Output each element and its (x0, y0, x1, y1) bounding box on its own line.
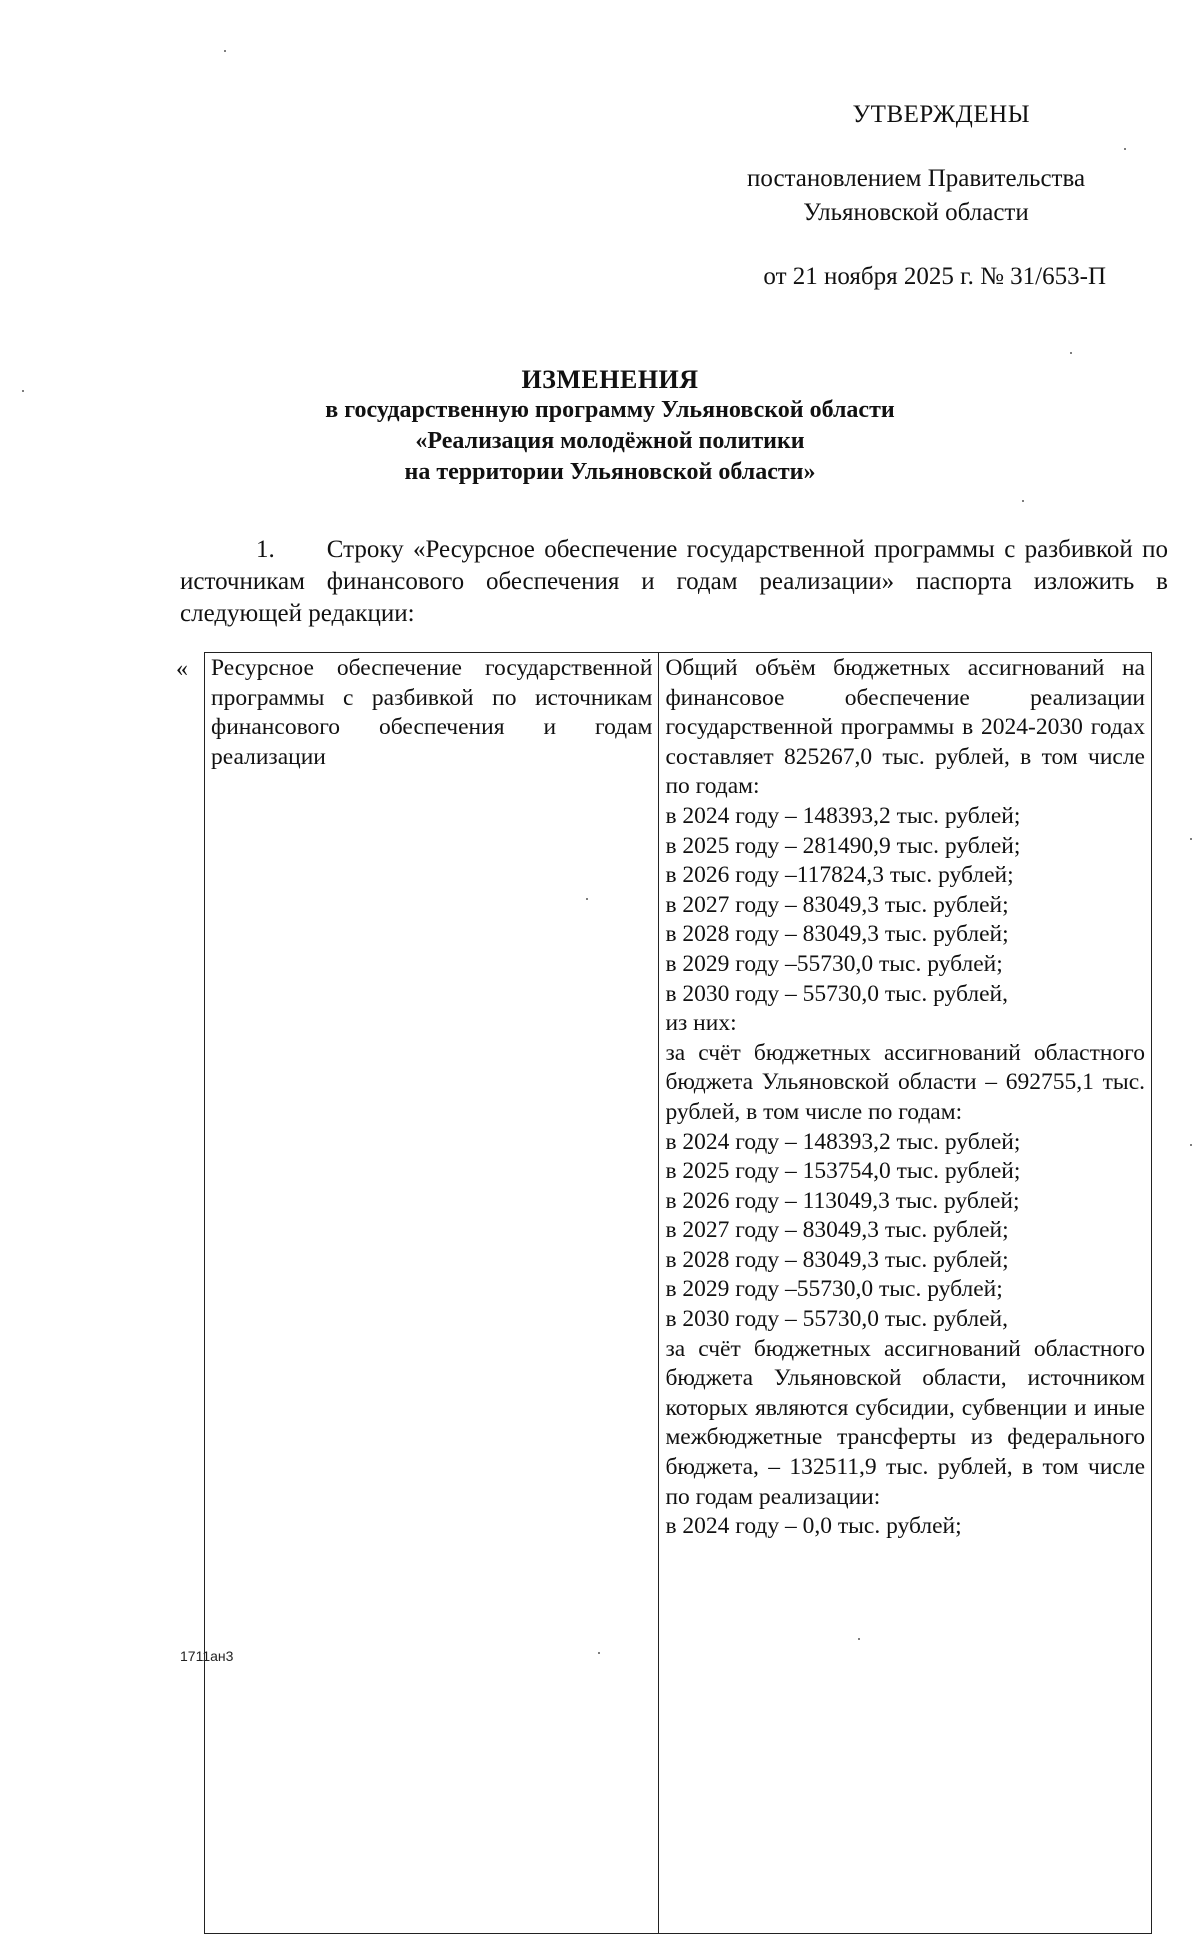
federal-transfers-intro: за счёт бюджетных ассигнований областного бюджета Ульяновской области, источником которых являются субсидии, субвенции и иные межбюджетные трансферты из федерального бюджета, – 132511,9 тыс. рублей, в том числе по годам реализации: (665, 1335, 1145, 1510)
title-line-1: в государственную программу Ульяновской области (325, 397, 895, 423)
regional-year-2025: в 2025 году – 153754,0 тыс. рублей; (665, 1158, 1021, 1185)
document-title (180, 364, 1040, 488)
resource-table (204, 652, 1152, 1934)
total-year-2029: в 2029 году –55730,0 тыс. рублей; (665, 950, 1003, 977)
regional-year-2028: в 2028 году – 83049,3 тыс. рублей; (665, 1246, 1009, 1273)
scan-speck (1022, 500, 1024, 502)
title-line-2: «Реализация молодёжной политики (415, 428, 805, 454)
scan-speck (1190, 1144, 1192, 1146)
regional-year-2029: в 2029 году –55730,0 тыс. рублей; (665, 1276, 1003, 1303)
opening-quote-mark: « (176, 656, 188, 682)
regional-year-2027: в 2027 году – 83049,3 тыс. рублей; (665, 1217, 1009, 1244)
approval-line-2: Ульяновской области (803, 199, 1029, 226)
total-year-2027: в 2027 году – 83049,3 тыс. рублей; (665, 891, 1009, 918)
regional-year-2024: в 2024 году – 148393,2 тыс. рублей; (665, 1128, 1021, 1155)
approval-line-1: постановлением Правительства (746, 165, 1086, 192)
scan-speck (22, 390, 24, 392)
scan-speck (1124, 148, 1126, 150)
title-line-3: на территории Ульяновской области» (404, 459, 816, 485)
paragraph-text: Строку «Ресурсное обеспечение государственной программы с разбивкой по источникам финансового обеспечения и годам реализации» паспорта изложить в следующей редакции: (180, 536, 1168, 627)
decree-number: от 21 ноября 2025 г. № 31/653-П (763, 263, 1106, 290)
table-row (205, 653, 1152, 1934)
regional-year-2026: в 2026 году – 113049,3 тыс. рублей; (665, 1187, 1020, 1214)
approved-label: УТВЕРЖДЕНЫ (852, 101, 1030, 128)
total-year-2030: в 2030 году – 55730,0 тыс. рублей, (665, 980, 1008, 1007)
of-them-label: из них: (665, 1010, 737, 1037)
footer-document-code: 1711ан3 (180, 1648, 234, 1664)
total-year-2028: в 2028 году – 83049,3 тыс. рублей; (665, 921, 1009, 948)
approval-block (666, 98, 1106, 294)
funding-intro: Общий объём бюджетных ассигнований на финансовое обеспечение реализации государственной программы в 2024-2030 годах составляет 825267,0 тыс. рублей, в том числе по годам: (665, 655, 1145, 800)
paragraph-1 (180, 534, 1168, 630)
paragraph-number: 1. (256, 536, 275, 563)
scan-speck (1190, 838, 1192, 840)
scan-speck (224, 50, 226, 52)
scan-speck (598, 1652, 600, 1654)
total-year-2026: в 2026 году –117824,3 тыс. рублей; (665, 862, 1014, 889)
regional-budget-intro: за счёт бюджетных ассигнований областного бюджета Ульяновской области – 692755,1 тыс. рублей, в том числе по годам: (665, 1039, 1145, 1125)
table-cell-content (659, 653, 1152, 1934)
scan-speck (586, 898, 588, 900)
scan-speck (1070, 352, 1072, 354)
regional-year-2030: в 2030 году – 55730,0 тыс. рублей, (665, 1306, 1008, 1333)
scan-speck (858, 1638, 860, 1640)
total-year-2025: в 2025 году – 281490,9 тыс. рублей; (665, 832, 1021, 859)
table-cell-label: Ресурсное обеспечение государственной программы с разбивкой по источникам финансового обеспечения и годам реализации (205, 653, 659, 1934)
federal-year-2024: в 2024 году – 0,0 тыс. рублей; (665, 1513, 962, 1540)
title-main: ИЗМЕНЕНИЯ (521, 365, 699, 394)
total-year-2024: в 2024 году – 148393,2 тыс. рублей; (665, 802, 1021, 829)
